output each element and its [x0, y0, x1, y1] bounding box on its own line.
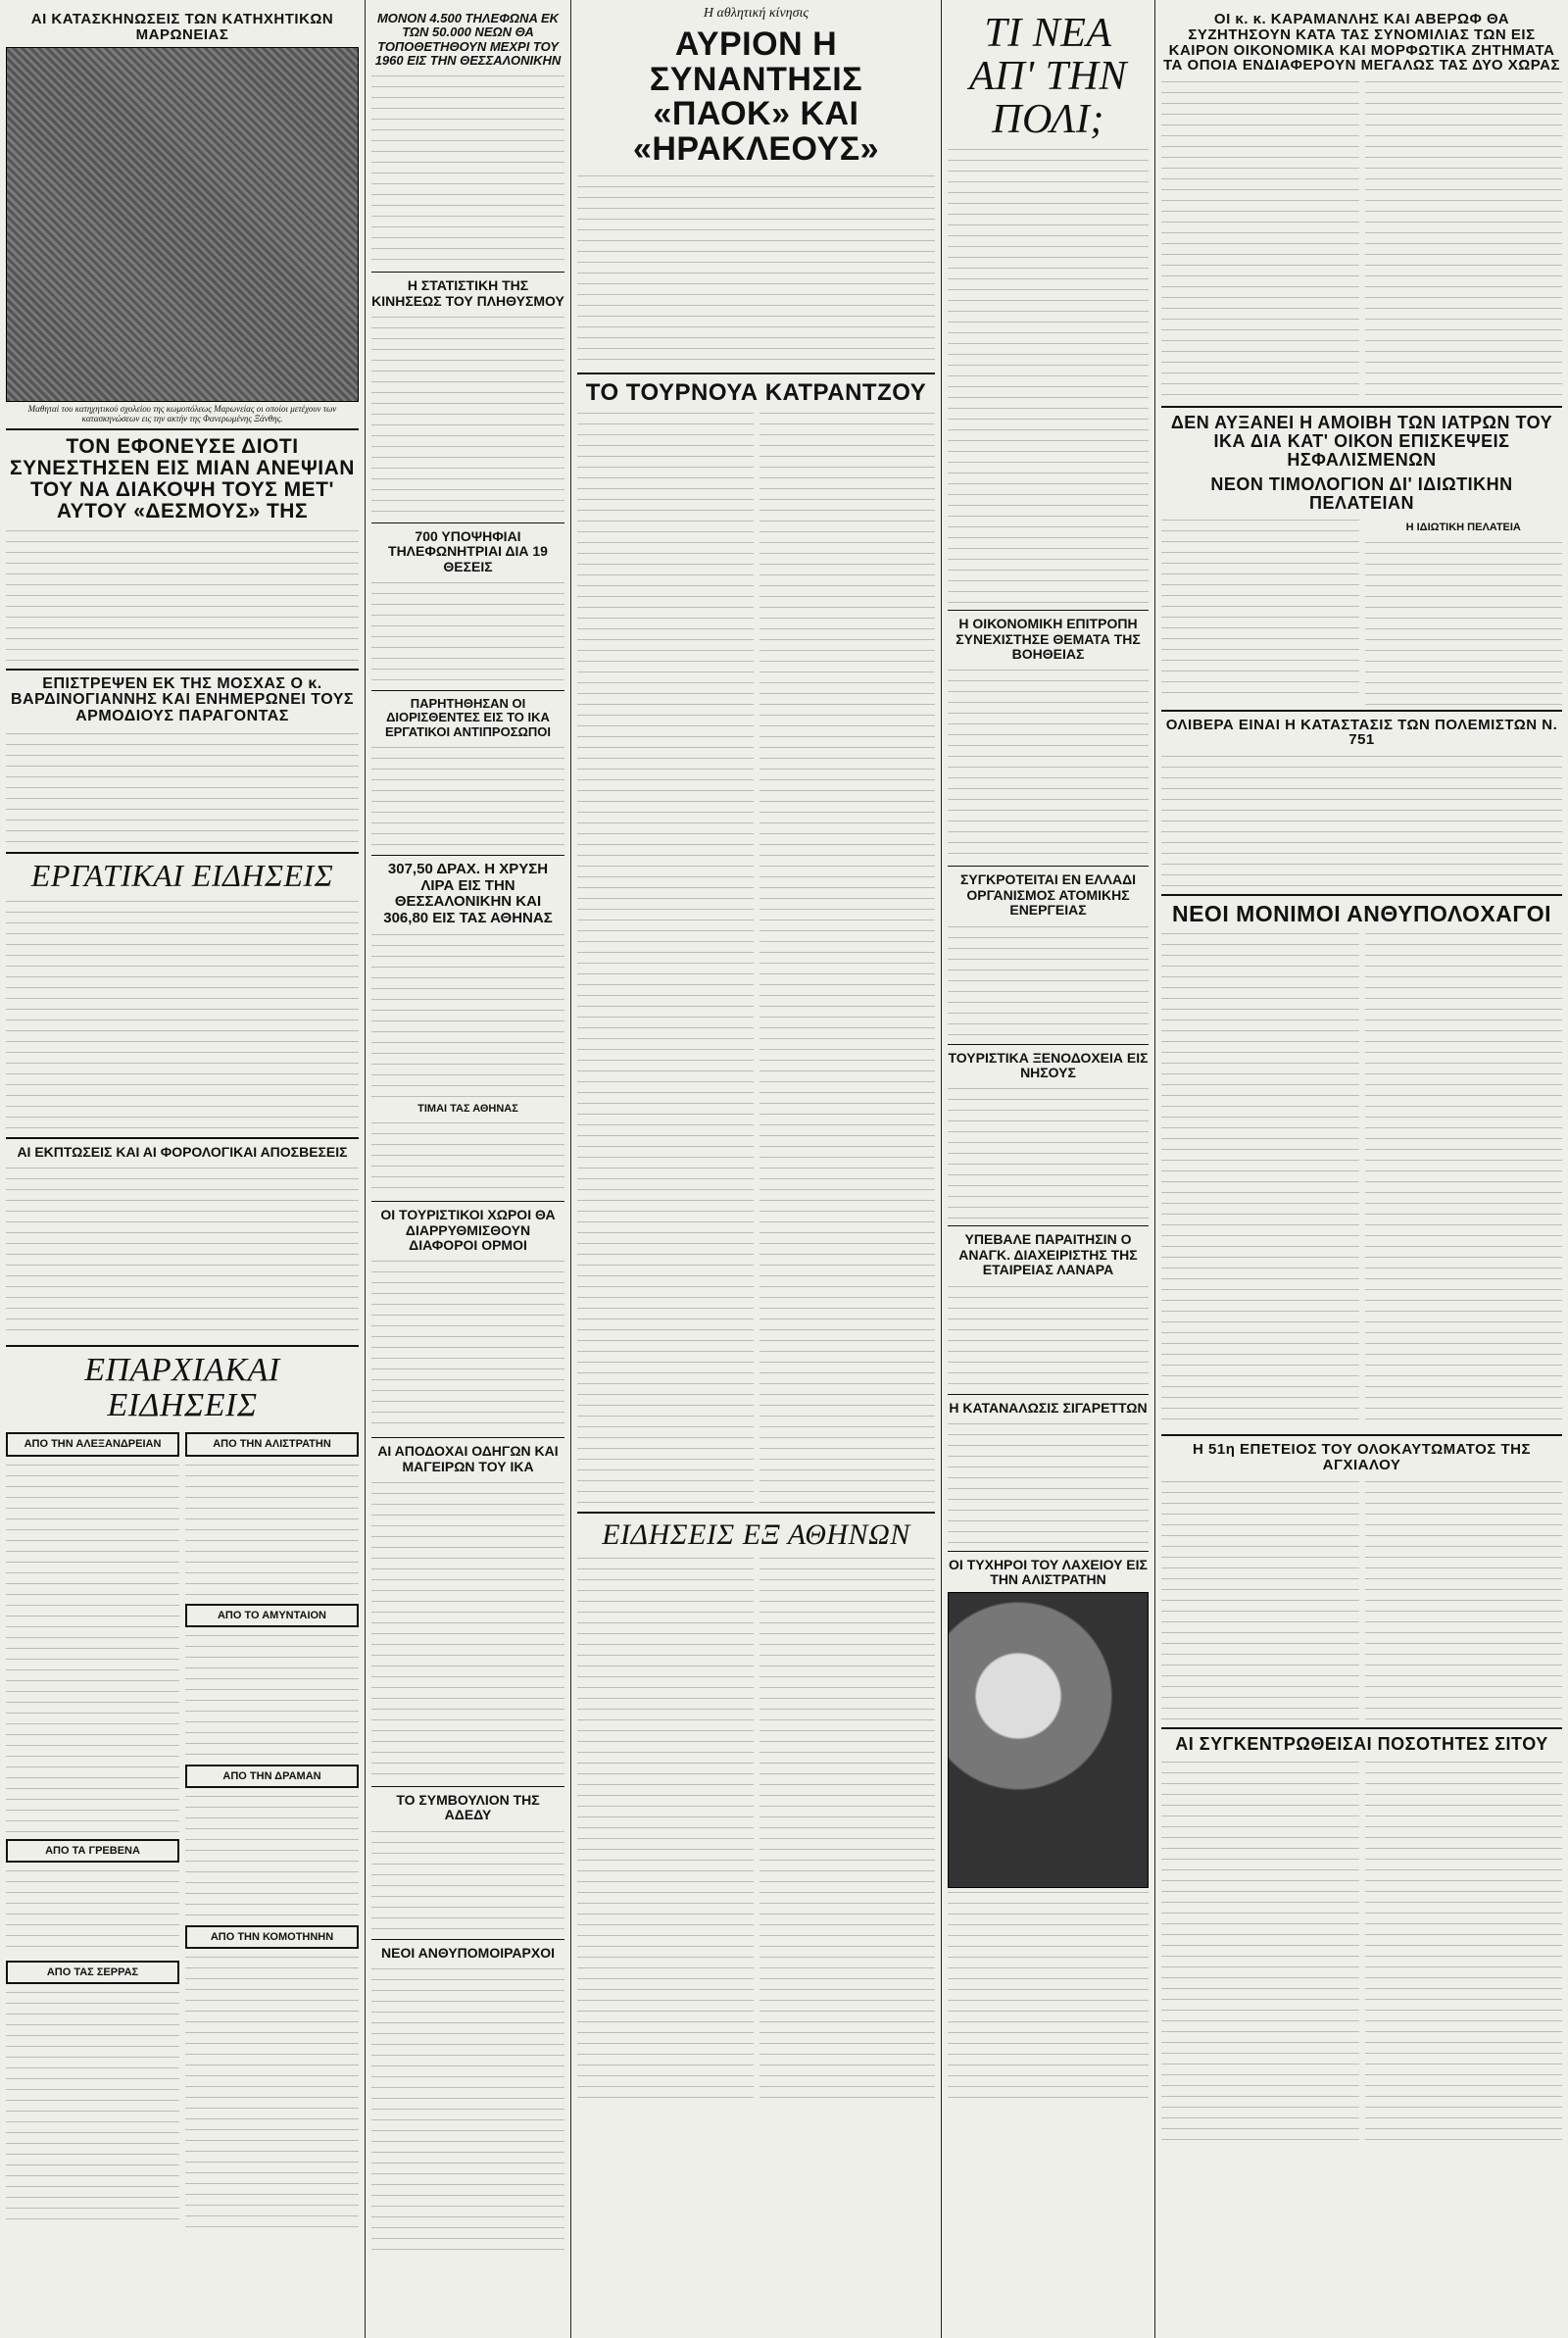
- headline-sub-lieutenants: ΝΕΟΙ ΑΝΘΥΠΟΜΟΙΡΑΡΧΟΙ: [381, 1944, 555, 1961]
- headline-anchialos: Η 51η ΕΠΕΤΕΙΟΣ ΤΟΥ ΟΛΟΚΑΥΤΩΜΑΤΟΣ ΤΗΣ ΑΓΧΙΑΛΟΥ: [1193, 1441, 1531, 1473]
- subhead-amyntaio: ΑΠΟ ΤΟ ΑΜΥΝΤΑΙΟΝ: [185, 1604, 359, 1627]
- headline-tourist-areas: ΟΙ ΤΟΥΡΙΣΤΙΚΟΙ ΧΩΡΟΙ ΘΑ ΔΙΑΡΡΥΘΜΙΣΘΟΥΝ ΔΙΑΦΟΡΟΙ ΟΡΜΟΙ: [380, 1207, 556, 1253]
- article-body: [577, 1554, 754, 2103]
- article-body: [1365, 1477, 1563, 1722]
- article-body: [371, 1119, 564, 1197]
- headline-cigarettes: Η ΚΑΤΑΝΑΛΩΣΙΣ ΣΙΓΑΡΕΤΤΩΝ: [949, 1399, 1148, 1416]
- article-body: [185, 1792, 359, 1919]
- article-body: [371, 313, 564, 519]
- article-body: [1161, 516, 1359, 702]
- article-body: [371, 1478, 564, 1782]
- article-body: [371, 1965, 564, 2259]
- headline-tax: ΑΙ ΕΚΠΤΩΣΕΙΣ ΚΑΙ ΑΙ ΦΟΡΟΛΟΓΙΚΑΙ ΑΠΟΣΒΕΣΕΙΣ: [17, 1143, 348, 1160]
- headline-population: Η ΣΤΑΤΙΣΤΙΚΗ ΤΗΣ ΚΙΝΗΣΕΩΣ ΤΟΥ ΠΛΗΘΥΣΜΟΥ: [371, 277, 564, 309]
- headline-atomic: ΣΥΓΚΡΟΤΕΙΤΑΙ ΕΝ ΕΛΛΑΔΙ ΟΡΓΑΝΙΣΜΟΣ ΑΤΟΜΙΚΗΣ ΕΝΕΡΓΕΙΑΣ: [959, 871, 1137, 919]
- subhead-grevena: ΑΠΟ ΤΑ ΓΡΕΒΕΝΑ: [6, 1839, 179, 1863]
- headline-paok: ΑΥΡΙΟΝ Η ΣΥΝΑΝΤΗΣΙΣ «ΠΑΟΚ» ΚΑΙ «ΗΡΑΚΛΕΟΥΣ»: [632, 25, 880, 169]
- headline-karamanlis: ΟΙ κ. κ. ΚΑΡΑΜΑΝΛΗΣ ΚΑΙ ΑΒΕΡΩΦ ΘΑ ΣΥΖΗΤΗΣΟΥΝ ΚΑΤΑ ΤΑΣ ΣΥΝΟΜΙΛΙΑΣ ΤΩΝ ΕΙΣ ΚΑΙΡΟΝ ΟΙΚΟΝΟΜΙΚΑ ΚΑΙ ΜΟΡΦΩΤΙΚΑ ΖΗΤΗΜΑΤΑ ΤΑ ΟΠΟΙΑ ΕΝΔΙΑΦΕΡΟΥΝ ΜΕΓΑΛΩΣ ΤΑΣ ΔΥΟ ΧΩΡΑΣ: [1162, 11, 1561, 75]
- photo-caption: Μαθηταί του κατηχητικού σχολείου της κωμοπόλεως Μαρωνείας οι οποίοι μετέχουν των κατασκηνώσεων εις την ακτήν της Φανερωμένης Ξάνθης.: [27, 403, 337, 423]
- article-body: [371, 1827, 564, 1935]
- article-body: [1161, 1758, 1359, 2150]
- headline-polis: ΤΙ ΝΕΑ ΑΠ' ΤΗΝ ΠΟΛΙ;: [969, 11, 1127, 143]
- headline-ika-doctors: ΔΕΝ ΑΥΞΑΝΕΙ Η ΑΜΟΙΒΗ ΤΩΝ ΙΑΤΡΩΝ ΤΟΥ ΙΚΑ ΔΙΑ ΚΑΤ' ΟΙΚΟΝ ΕΠΙΣΚΕΨΕΙΣ ΗΣΦΑΛΙΣΜΕΝΩΝ: [1170, 413, 1553, 470]
- article-body: [6, 729, 359, 847]
- article-body: [371, 930, 564, 1097]
- headline-lieutenants: ΝΕΟΙ ΜΟΝΙΜΟΙ ΑΝΘΥΠΟΛΟΧΑΓΟΙ: [1171, 901, 1551, 927]
- article-body: [6, 526, 359, 664]
- headline-lottery: ΟΙ ΤΥΧΗΡΟΙ ΤΟΥ ΛΑΧΕΙΟΥ ΕΙΣ ΤΗΝ ΑΛΙΣΤΡΑΤΗΝ: [949, 1556, 1148, 1588]
- article-body: [371, 1257, 564, 1433]
- article-body: [371, 72, 564, 268]
- article-body: [1365, 538, 1563, 705]
- headline-athens-news: ΕΙΔΗΣΕΙΣ ΕΞ ΑΘΗΝΩΝ: [602, 1517, 910, 1551]
- subhead-serres: ΑΠΟ ΤΑΣ ΣΕΡΡΑΣ: [6, 1961, 179, 1984]
- article-body: [6, 1866, 179, 1955]
- article-body: [1161, 752, 1562, 889]
- headline-gold-pound: 307,50 ΔΡΑΧ. Η ΧΡΥΣΗ ΛΙΡΑ ΕΙΣ ΤΗΝ ΘΕΣΣΑΛΟΝΙΚΗΝ ΚΑΙ 306,80 ΕΙΣ ΤΑΣ ΑΘΗΝΑΣ: [383, 861, 553, 926]
- article-body: [948, 1419, 1149, 1547]
- headline-tariff: ΝΕΟΝ ΤΙΜΟΛΟΓΙΟΝ ΔΙ' ΙΔΙΩΤΙΚΗΝ ΠΕΛΑΤΕΙΑΝ: [1210, 473, 1513, 513]
- column-5: [1155, 0, 1568, 2338]
- headline-murder: ΤΟΝ ΕΦΟΝΕΥΣΕ ΔΙΟΤΙ ΣΥΝΕΣΤΗΣΕΝ ΕΙΣ ΜΙΑΝ ΑΝΕΨΙΑΝ ΤΟΥ ΝΑ ΔΙΑΚΟΨΗ ΤΟΥΣ ΜΕΤ' ΑΥΤΟΥ «ΔΕΣΜΟΥΣ» ΤΗΣ: [10, 434, 355, 522]
- subhead-komotini: ΑΠΟ ΤΗΝ ΚΟΜΟΤΗΝΗΝ: [185, 1925, 359, 1949]
- headline-adedy: ΤΟ ΣΥΜΒΟΥΛΙΟΝ ΤΗΣ ΑΔΕΔΥ: [396, 1792, 540, 1823]
- article-body: [6, 897, 359, 1132]
- column-3: [571, 0, 941, 2338]
- article-body: [1161, 929, 1359, 1429]
- photo-lottery-winners: [948, 1592, 1149, 1888]
- article-body: [185, 1631, 359, 1759]
- article-body: [1161, 1477, 1359, 1722]
- article-body: [6, 1988, 179, 2223]
- article-body: [760, 1554, 936, 2103]
- article-body: [948, 1282, 1149, 1390]
- article-body: [577, 172, 935, 368]
- section-kicker: Η αθλητική κίνησις: [703, 6, 809, 21]
- column-1: [0, 0, 365, 2338]
- subhead-private-clientele: Η ΙΔΙΩΤΙΚΗ ΠΕΛΑΤΕΙΑ: [1405, 522, 1521, 534]
- article-body: [948, 145, 1149, 606]
- column-4: [942, 0, 1154, 2338]
- article-body: [760, 409, 936, 1507]
- article-body: [6, 1461, 179, 1833]
- article-body: [948, 1888, 1149, 2104]
- article-body: [6, 1164, 359, 1340]
- headline-provincial-news: ΕΠΑΡΧΙΑΚΑΙ ΕΙΔΗΣΕΙΣ: [84, 1352, 280, 1423]
- photo-headline: ΑΙ ΚΑΤΑΣΚΗΝΩΣΕΙΣ ΤΩΝ ΚΑΤΗΧΗΤΙΚΩΝ ΜΑΡΩΝΕΙΑΣ: [30, 11, 334, 43]
- photo-campers: [6, 47, 359, 402]
- headline-economic-committee: Η ΟΙΚΟΝΟΜΙΚΗ ΕΠΙΤΡΟΠΗ ΣΥΝΕΧΙΣΤΗΣΕ ΘΕΜΑΤΑ ΤΗΣ ΒΟΗΘΕΙΑΣ: [956, 616, 1141, 663]
- article-body: [185, 1461, 359, 1598]
- headline-tournament: ΤΟ ΤΟΥΡΝΟΥΑ ΚΑΤΡΑΝΤΖΟΥ: [585, 378, 927, 406]
- subhead-alexandreia: ΑΠΟ ΤΗΝ ΑΛΕΞΑΝΔΡΕΙΑΝ: [6, 1432, 179, 1456]
- headline-hotels: ΤΟΥΡΙΣΤΙΚΑ ΞΕΝΟΔΟΧΕΙΑ ΕΙΣ ΝΗΣΟΥΣ: [948, 1049, 1149, 1081]
- headline-veterans: ΟΛΙΒΕΡΑ ΕΙΝΑΙ Η ΚΑΤΑΣΤΑΣΙΣ ΤΩΝ ΠΟΛΕΜΙΣΤΩΝ Ν. 751: [1165, 716, 1558, 749]
- article-body: [185, 1953, 359, 2227]
- headline-drivers-cooks: ΑΙ ΑΠΟΔΟΧΑΙ ΟΔΗΓΩΝ ΚΑΙ ΜΑΓΕΙΡΩΝ ΤΟΥ ΙΚΑ: [377, 1443, 559, 1474]
- article-body: [1161, 77, 1359, 401]
- headline-telephones: ΜΟΝΟΝ 4.500 ΤΗΛΕΦΩΝΑ ΕΚ ΤΩΝ 50.000 ΝΕΩΝ ΘΑ ΤΟΠΟΘΕΤΗΘΟΥΝ ΜΕΧΡΙ ΤΟΥ 1960 ΕΙΣ ΤΗΝ ΘΕΣΣΑΛΟΝΙΚΗΝ: [374, 11, 562, 68]
- column-2: [366, 0, 570, 2338]
- prices-title: ΤΙΜΑΙ ΤΑΣ ΑΘΗΝΑΣ: [417, 1103, 518, 1116]
- article-body: [371, 578, 564, 686]
- headline-wheat: ΑΙ ΣΥΓΚΕΝΤΡΩΘΕΙΣΑΙ ΠΟΣΟΤΗΤΕΣ ΣΙΤΟΥ: [1175, 1733, 1548, 1754]
- article-body: [948, 666, 1149, 862]
- headline-operators: 700 ΥΠΟΨΗΦΙΑΙ ΤΗΛΕΦΩΝΗΤΡΙΑΙ ΔΙΑ 19 ΘΕΣΕΙΣ: [388, 527, 548, 574]
- article-body: [948, 1084, 1149, 1221]
- article-body: [1365, 929, 1563, 1429]
- article-body: [1365, 77, 1563, 401]
- headline-vardinogiannis: ΕΠΙΣΤΡΕΨΕΝ ΕΚ ΤΗΣ ΜΟΣΧΑΣ Ο κ. ΒΑΡΔΙΝΟΓΙΑΝΝΗΣ ΚΑΙ ΕΝΗΜΕΡΩΝΕΙ ΤΟΥΣ ΑΡΜΟΔΙΟΥΣ ΠΑΡΑΓΟΝΤΑΣ: [10, 674, 355, 725]
- subhead-alistrati: ΑΠΟ ΤΗΝ ΑΛΙΣΤΡΑΤΗΝ: [185, 1432, 359, 1456]
- article-body: [371, 743, 564, 851]
- subhead-drama: ΑΠΟ ΤΗΝ ΔΡΑΜΑΝ: [185, 1765, 359, 1788]
- article-body: [1365, 1758, 1563, 2150]
- article-body: [577, 409, 754, 1507]
- headline-labor-news: ΕΡΓΑΤΙΚΑΙ ΕΙΔΗΣΕΙΣ: [30, 858, 334, 894]
- headline-lanaras: ΥΠΕΒΑΛΕ ΠΑΡΑΙΤΗΣΙΝ Ο ΑΝΑΓΚ. ΔΙΑΧΕΙΡΙΣΤΗΣ ΤΗΣ ΕΤΑΙΡΕΙΑΣ ΛΑΝΑΡΑ: [958, 1231, 1138, 1278]
- headline-ika-resign: ΠΑΡΗΤΗΘΗΣΑΝ ΟΙ ΔΙΟΡΙΣΘΕΝΤΕΣ ΕΙΣ ΤΟ ΙΚΑ ΕΡΓΑΤΙΚΟΙ ΑΝΤΙΠΡΟΣΩΠΟΙ: [384, 696, 552, 739]
- article-body: [948, 922, 1149, 1040]
